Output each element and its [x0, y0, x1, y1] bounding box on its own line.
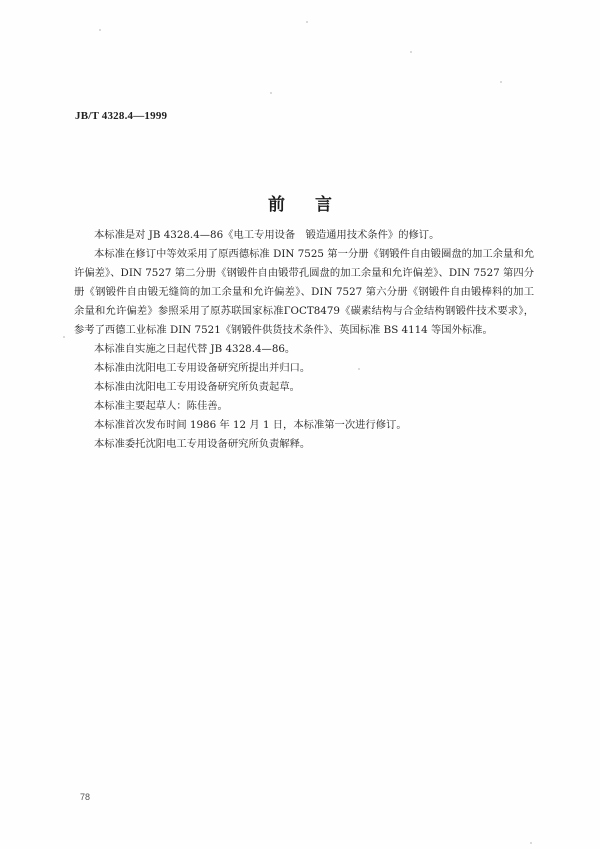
- scan-speck: [530, 842, 532, 844]
- page-title-char-1: 前: [268, 195, 285, 215]
- paragraph-interpretation: 本标准委托沈阳电工专用设备研究所负责解释。: [94, 438, 311, 450]
- paragraph-first-published: 本标准首次发布时间 1986 年 12 月 1 日，本标准第一次进行修订。: [94, 419, 407, 431]
- page-title-char-2: 言: [315, 195, 332, 215]
- paragraph-replaces: 本标准自实施之日起代替 JB 4328.4—86。: [94, 343, 296, 355]
- paragraph-main-drafter: 本标准主要起草人：陈佳善。: [94, 400, 228, 412]
- standard-number: JB/T 4328.4—1999: [75, 110, 168, 122]
- scan-speck: [358, 368, 360, 370]
- scan-speck: [500, 81, 502, 83]
- paragraph-proposed-by: 本标准由沈阳电工专用设备研究所提出并归口。: [94, 362, 311, 374]
- page-number: 78: [80, 792, 91, 802]
- scan-speck: [270, 92, 272, 94]
- paragraph-drafted-by: 本标准由沈阳电工专用设备研究所负责起草。: [94, 381, 300, 393]
- scan-speck: [410, 51, 412, 53]
- page-title: [0, 190, 600, 215]
- paragraph-revision: 本标准是对 JB 4328.4—86《电工专用设备 锻造通用技术条件》的修订。: [94, 229, 440, 241]
- scan-speck: [99, 29, 101, 31]
- paragraph-adopted-standards: 本标准在修订中等效采用了原西德标准 DIN 7525 第一分册《钢锻件自由锻圈盘的加工余量和允许偏差》、DIN 7527 第二分册《钢锻件自由锻带孔圆盘的加工余量和允许偏差》、DIN 7527 第四分册《钢锻件自由锻无缝筒的加工余量和允许偏差》、DIN 7527 第六分册《钢锻件自由锻棒料的加工余量和允许偏差》参照采用了原苏联国家标准ГOCT8479《碳素结构与合金结构钢锻件技术要求》，参考了西德工业标准 DIN 7521《钢锻件供货技术条件》、英国标准 BS 4114 等国外标准。: [74, 248, 534, 336]
- foreword-body: [74, 226, 534, 454]
- scan-speck: [306, 21, 308, 23]
- scan-speck: [63, 336, 65, 338]
